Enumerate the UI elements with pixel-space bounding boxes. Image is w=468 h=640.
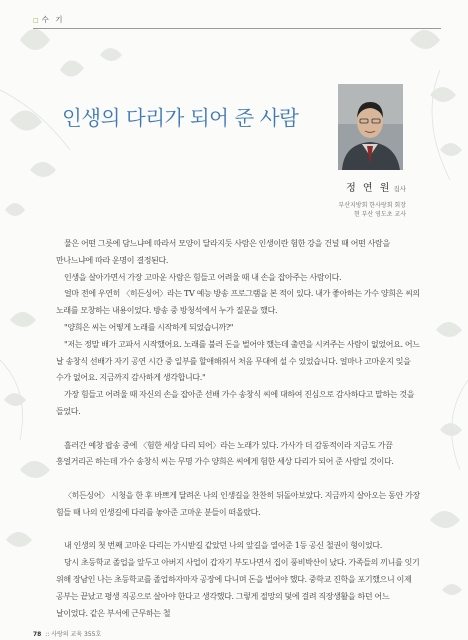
page-footer <box>33 629 101 638</box>
author-portrait <box>338 84 403 170</box>
section-label <box>33 14 65 25</box>
paragraph: 당시 초등학교 졸업을 앞두고 아버지 사업이 갑자기 부도나면서 집이 풍비박산이 났다. 가족들의 끼니를 잇기 위해 장남인 나는 초등학교를 졸업하자마자 공장에 다니며 돈을 벌어야 했다. 중학교 진학을 포기했으니 이제 공부는 끝났고 평생 직공으로 살아야 한다고 생각했다. 그렇게 절망의 덫에 걸려 직장생활을 하던 어느 날이었다. 같은 부서에 근무하는 철 <box>56 558 420 618</box>
paragraph: "양희은 씨는 어떻게 노래를 시작하게 되었습니까?" <box>64 322 234 332</box>
paragraph-gap <box>56 522 421 539</box>
author-byline <box>338 176 406 219</box>
paragraph: 얼마 전에 우연히 〈히든싱어〉라는 TV 예능 방송 프로그램을 본 적이 있다. 내가 좋아하는 가수 양희은 씨의 노래를 모창하는 내용이었다. 방송 중 방청석에서 누가 질문을 했다. <box>56 289 420 316</box>
author-org-line: 부산지방회 한사랑회 회장 <box>338 202 406 209</box>
publication-name: 사랑의 교육 355호 <box>51 631 102 638</box>
article-title: 인생의 다리가 되어 준 사람 <box>62 106 299 130</box>
paragraph: 〈히든싱어〉 시청을 한 후 바쁘게 달려온 나의 인생길을 찬찬히 뒤돌아보았다. 지금까지 살아오는 동안 가장 힘들 때 나의 인생길에 다리를 놓아준 고마운 분들이 떠올랐다. <box>56 490 420 517</box>
paragraph: 인생을 살아가면서 가장 고마운 사람은 힘들고 어려울 때 내 손을 잡아주는 사람이다. <box>64 272 342 282</box>
paragraph: 가장 힘들고 어려울 때 자신의 손을 잡아준 선배 가수 송창식 씨에 대하여 진심으로 감사하다고 말하는 것을 들었다. <box>56 390 415 416</box>
section-marker-icon: □ <box>33 17 39 24</box>
author-role: 집사 <box>393 185 406 193</box>
article-body <box>56 236 421 622</box>
paragraph: 흘러간 예창 팝송 중에 〈험한 세상 다리 되어〉라는 노래가 있다. 가사가 더 감동적이라 지금도 가끔 흥얼거리곤 하는데 가수 송창식 씨는 무명 가수 양희은 씨에게 험한 세상 다리가 되어 준 사람일 것이다. <box>56 440 394 467</box>
author-org-line: 현 부산 영도초 교사 <box>353 211 406 218</box>
paragraph-gap <box>56 471 421 488</box>
header-divider <box>33 28 441 29</box>
author-name: 정 연 원 <box>346 183 392 194</box>
paragraph: 내 인생의 첫 번째 고마운 다리는 가시받길 같았던 나의 앞길을 열어준 1등 공신 철권이 형이었다. <box>64 541 382 551</box>
paragraph: 물은 어떤 그릇에 담느냐에 따라서 모양이 달라지듯 사람은 인생이란 험한 강을 건널 때 어떤 사람을 만나느냐에 따라 운명이 결정된다. <box>56 239 390 265</box>
section-label-text: 수 기 <box>41 15 65 24</box>
page-number: 78 <box>33 631 42 638</box>
author-affiliation <box>338 201 406 219</box>
paragraph-gap <box>56 421 421 438</box>
paragraph: "저는 정말 배가 고파서 시작했어요. 노래를 불러 돈을 벌어야 했는데 출연을 시켜주는 사람이 없었어요. 어느 날 송창식 선배가 자기 공연 시간 중 일부를 할애해줘서 처음 무대에 설 수 있었습니다. 얼마나 고마운지 잊을 수가 없어요. 지금까지 감사하게 생각합니다." <box>56 339 420 383</box>
footer-sep: :: <box>43 631 52 638</box>
